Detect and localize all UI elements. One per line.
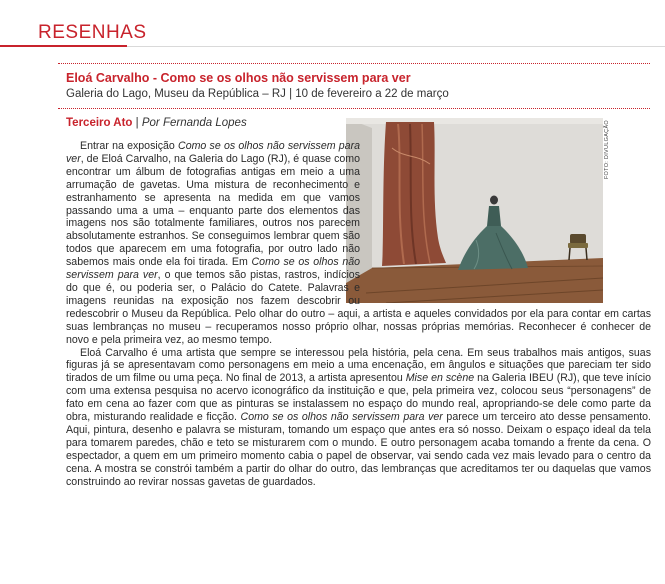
text-run: na Galeria IBEU (RJ), que teve início com uma extensa pesquisa no acervo iconográfico da instituição e que, pela primeira vez, colocou seus “personagens” de fato em cena ao fazer com que as pinturas se instalassem no espaço do mundo real, apropriando-se dele como parte da obra, misturando realidade e ficção. xyxy=(66,372,652,424)
review-heading xyxy=(66,117,247,129)
review-title: Terceiro Ato xyxy=(66,117,133,129)
exhibit-venue: Galeria do Lago, Museu da República – RJ | 10 de fevereiro a 22 de março xyxy=(66,88,449,100)
italic-text-run: Mise en scène xyxy=(405,372,475,385)
text-run: parece um terceiro ato desse pensamento. Aqui, pintura, desenho e palavra se misturam, tomando um espaço que antes era só nosso. Deixam o espaço ideal da tela para tomarem paredes, chão e teto se misturarem com o mundo. E outro personagem acaba tomando a frente da cena. O espectador, a quem em um primeiro momento cabia o papel de observar, vai sendo cada vez mais levado para o centro da cena. A mostra se constrói também a partir do olhar do outro, das lembranças que acreditamos ter ou daquelas que vamos construindo ao revirar nossas gavetas de guardados. xyxy=(66,411,651,488)
review-separator: | xyxy=(132,117,142,129)
text-run: Entrar na exposição xyxy=(80,140,179,152)
review-author: Por Fernanda Lopes xyxy=(141,117,247,129)
exhibit-title: Eloá Carvalho - Como se os olhos não servissem para ver xyxy=(66,71,411,85)
section-rule xyxy=(127,46,665,47)
text-run: , o que temos são pistas, rastros, indícios do que é, ou poderia ser, o Palácio do Catete. Palavras e imagens reunidas na exposição nos fazem descobrir ou redescobrir o Museu da República. Pelo olhar do outro – aqui, a artista e aqueles convidados por ela para contar em cartas suas lembranças no museu – recuperamos nosso próprio olhar, nossas próprias memórias. Reconhecer é conhecer de novo e pela primeira vez, ao mesmo tempo. xyxy=(66,269,651,346)
exhibit-header xyxy=(58,63,650,109)
photo-ceiling xyxy=(346,118,603,124)
article-paragraph xyxy=(66,347,651,489)
text-run: Eloá Carvalho é uma artista que sempre se interessou pela história, pela cena. Em seus trabalhos mais antigos, suas figuras já se apresentavam como personagens em meio a uma encenação, em ângulos e situações que pareciam ter sido tirados de um filme ou uma peça. No final de 2013, a artista apresentou xyxy=(66,346,651,385)
text-run: , de Eloá Carvalho, na Galeria do Lago (RJ), é quase como encontrar um álbum de fotografias antigas em meio a uma arrumação de gavetas. Uma mistura de reconhecimento e estranhamento se apresenta na medida em que vamos passando uma a uma – enquanto parte dos elementos das imagens nos são totalmente familiares, outros nos parecem absolutamente estranhos. Se conseguimos lembrar quem são todos que aparecem em uma fotografia, por outro lado não sabemos mais onde ela foi tirada. Em xyxy=(66,152,360,269)
section-rule-accent xyxy=(0,45,127,47)
italic-text-run: Como se os olhos não servissem para ver xyxy=(66,140,360,165)
photo-credit: FOTO: DIVULGAÇÃO xyxy=(604,120,610,180)
italic-text-run: Como se os olhos não servissem para ver xyxy=(240,411,443,424)
article-body xyxy=(66,140,651,488)
photo-wrap-space xyxy=(366,140,651,304)
italic-text-run: Como se os olhos não servissem para ver xyxy=(66,256,360,282)
section-title: RESENHAS xyxy=(38,22,147,43)
